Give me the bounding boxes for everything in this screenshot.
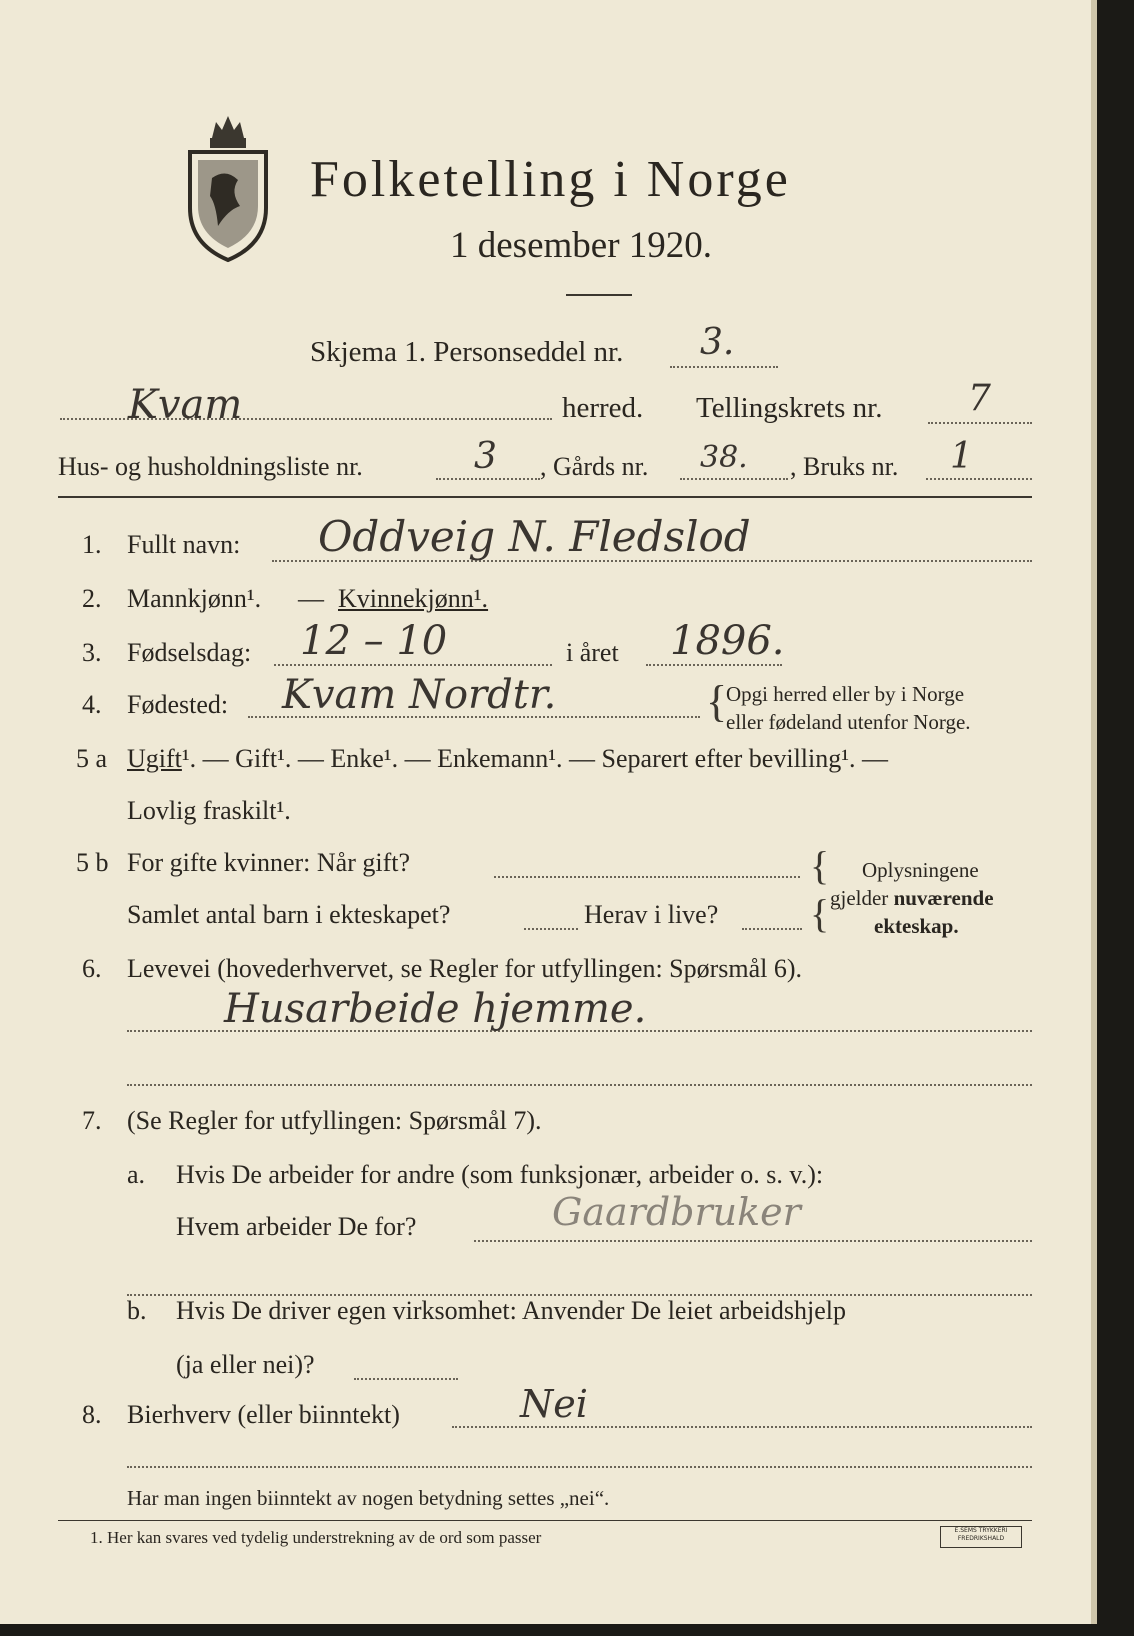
form-title: Folketelling i Norge bbox=[310, 151, 791, 208]
q7a-line1: Hvis De arbeider for andre (som funksjonær, arbeider o. s. v.): bbox=[176, 1160, 824, 1189]
herred-label: herred. bbox=[562, 392, 644, 424]
aret-label: i året bbox=[566, 638, 619, 667]
birthyear-value: 1896. bbox=[670, 618, 785, 664]
occupation-value: Husarbeide hjemme. bbox=[224, 986, 647, 1032]
q6-label: Levevei (hovederhvervet, se Regler for utfyllingen: Spørsmål 6). bbox=[127, 954, 803, 983]
coat-of-arms-icon bbox=[182, 108, 274, 264]
printer-stamp bbox=[940, 1526, 1022, 1548]
header-divider bbox=[58, 496, 1032, 498]
q5b-alive-label: Herav i live? bbox=[584, 900, 719, 929]
q8-label: Bierhverv (eller biinntekt) bbox=[127, 1400, 400, 1429]
tellingskrets-value: 7 bbox=[968, 378, 991, 419]
printer-city: FREDRIKSHALD bbox=[957, 1535, 1005, 1542]
husliste-label: Hus- og husholdningsliste nr. bbox=[58, 452, 363, 481]
civil-status-options: ¹. — Gift¹. — Enke¹. — Enkemann¹. — Separert efter bevilling¹. — bbox=[181, 744, 889, 773]
gards-label: , Gårds nr. bbox=[540, 452, 649, 481]
q7-number: 7. bbox=[82, 1106, 102, 1135]
q1-number: 1. bbox=[82, 530, 102, 559]
schema-label: Skjema 1. Personseddel nr. bbox=[310, 336, 624, 368]
q4-note-line1: Opgi herred eller by i Norge bbox=[726, 682, 965, 706]
q4-label: Fødested: bbox=[127, 690, 229, 719]
q4-number: 4. bbox=[82, 690, 102, 719]
birthplace-value: Kvam Nordtr. bbox=[282, 672, 557, 718]
q3-label: Fødselsdag: bbox=[127, 638, 252, 667]
bruks-value: 1 bbox=[950, 436, 973, 477]
printer-name: E.SEMS TRYKKERI bbox=[954, 1527, 1008, 1534]
q7b-number: b. bbox=[127, 1296, 147, 1325]
footer-note: Har man ingen biinntekt av nogen betydning settes „nei“. bbox=[127, 1486, 610, 1510]
title-divider bbox=[566, 294, 632, 296]
q7a-number: a. bbox=[127, 1160, 146, 1189]
tellingskrets-label: Tellingskrets nr. bbox=[696, 392, 883, 424]
birthdate-value: 12 – 10 bbox=[300, 618, 448, 664]
q5a-number: 5 a bbox=[76, 744, 108, 773]
q6-number: 6. bbox=[82, 954, 102, 983]
full-name-value: Oddveig N. Fledslod bbox=[318, 512, 751, 561]
side-income-value: Nei bbox=[520, 1382, 588, 1426]
footnote: 1. Her kan svares ved tydelig understrekning av de ord som passer bbox=[90, 1528, 542, 1547]
q8-number: 8. bbox=[82, 1400, 102, 1429]
herred-value: Kvam bbox=[128, 382, 243, 428]
q5b-children-label: Samlet antal barn i ekteskapet? bbox=[127, 900, 451, 929]
status-ugift-underlined: Ugift bbox=[127, 744, 182, 773]
gards-value: 38. bbox=[700, 440, 748, 475]
q3-number: 3. bbox=[82, 638, 102, 667]
q7b-line1: Hvis De driver egen virksomhet: Anvender De leiet arbeidshjelp bbox=[176, 1296, 847, 1325]
q2-number: 2. bbox=[82, 584, 102, 613]
sex-separator: — bbox=[298, 584, 324, 613]
q5b-note-line2a: gjelder bbox=[830, 886, 889, 910]
q1-label: Fullt navn: bbox=[127, 530, 241, 559]
q5b-number: 5 b bbox=[76, 848, 109, 877]
form-date: 1 desember 1920. bbox=[450, 225, 713, 266]
husliste-value: 3 bbox=[474, 436, 497, 477]
q5b-note-line3: ekteskap. bbox=[874, 914, 959, 938]
q5b-note-line1: Oplysningene bbox=[862, 858, 979, 882]
personseddel-nr-value: 3. bbox=[700, 322, 735, 363]
q5b-line1: For gifte kvinner: Når gift? bbox=[127, 848, 411, 877]
q7b-line2: (ja eller nei)? bbox=[176, 1350, 315, 1379]
q7-label: (Se Regler for utfyllingen: Spørsmål 7). bbox=[127, 1106, 542, 1135]
q5b-note-line2b: nuværende bbox=[893, 886, 994, 910]
census-form: Folketelling i Norge 1 desember 1920. Skjema 1. Personseddel nr. 3. Kvam herred. Tellingskrets nr. 7 Hus- og husholdningsliste nr. 3 , Gårds nr. 38. , Bruks nr. 1 1. Fullt navn: Oddveig N. Fledslod 2. Mannkjønn¹. — Kvinnekjønn¹. 3. Fødselsdag: 12 – 10 i året 1896. 4. Fødested: Kvam Nordtr. { Opgi herred eller by i Norge eller fødeland utenfor Norge. 5 a Ugift¹. — Gift¹. — Enke¹. — Enkemann¹. — Separert efter bevilling¹. — Lovlig fraskilt¹. 5 b For gifte kvinner: Når gift? Samlet antal barn i ekteskapet? Herav i live? { { Oplysningene gjelder nuværende ekteskap. 6. Levevei (hovederhvervet, se Regler for utfyllingen: Spørsmål 6). Husarbeide hjemme. 7. (Se Regler for utfyllingen: Spørsmål 7). a. Hvis De arbeider for andre (som funksjonær, arbeider o. s. v.): Hvem arbeider De for? Gaardbruker b. Hvis De driver egen virksomhet: Anvender De leiet arbeidshjelp (ja eller nei)? 8. Bierhverv (eller biinntekt) Nei Har man ingen biinntekt av nogen betydning settes „nei“. 1. Her kan svares ved tydelig understrekning av de ord som passer E.SEMS TRYKKERI FREDRIKSHALD bbox=[0, 0, 1097, 1624]
sex-male: Mannkjønn¹. bbox=[127, 584, 262, 613]
q4-note-line2: eller fødeland utenfor Norge. bbox=[726, 710, 971, 734]
q7a-line2: Hvem arbeider De for? bbox=[176, 1212, 417, 1241]
bruks-label: , Bruks nr. bbox=[790, 452, 899, 481]
status-fraskilt: Lovlig fraskilt¹. bbox=[127, 796, 291, 825]
employer-value: Gaardbruker bbox=[552, 1190, 801, 1234]
sex-female-underlined: Kvinnekjønn¹. bbox=[338, 584, 489, 613]
